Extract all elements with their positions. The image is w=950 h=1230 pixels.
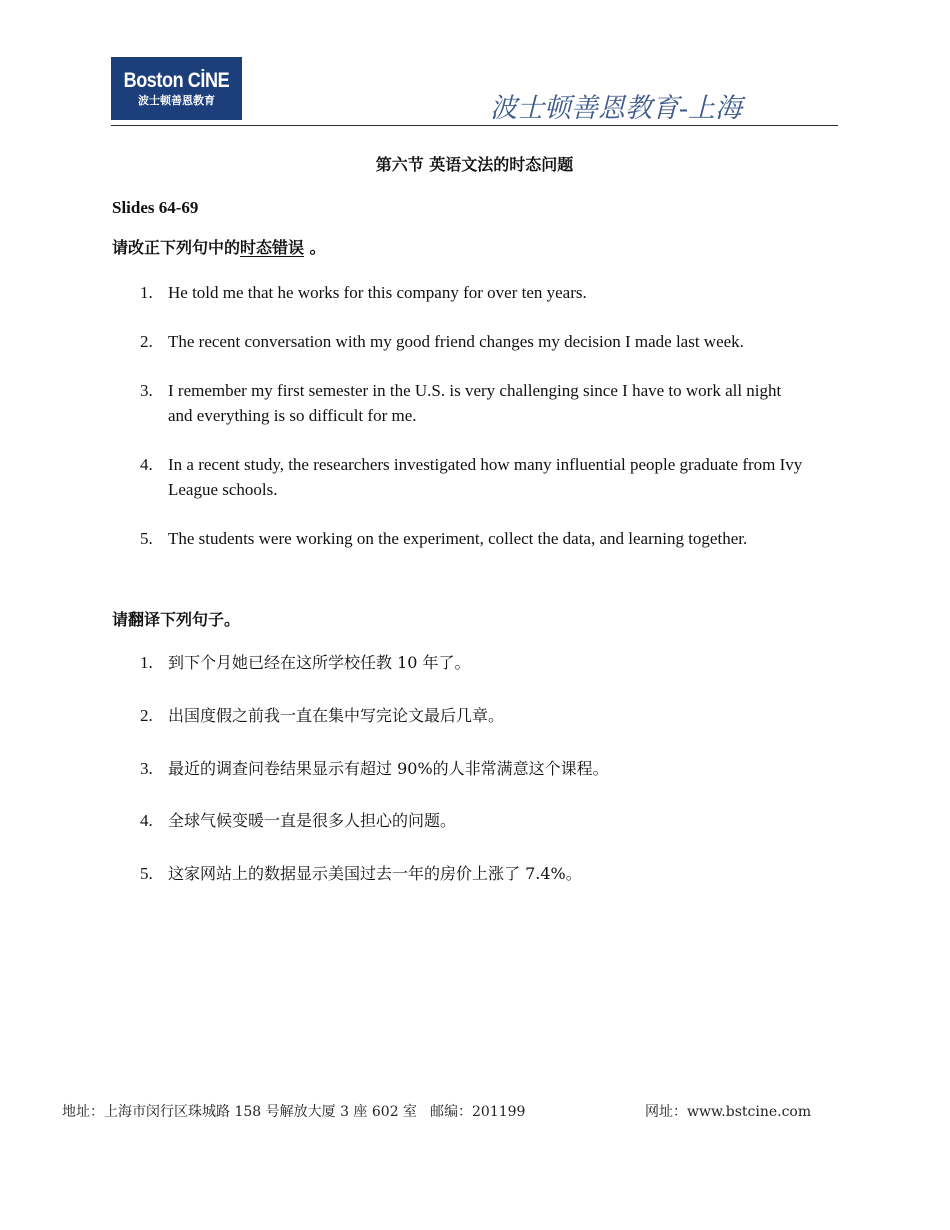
list-item	[140, 378, 840, 428]
header-divider	[111, 125, 838, 126]
item-text: The students were working on the experiment, collect the data, and learning together.	[168, 529, 748, 548]
footer-postcode: 邮编：201199	[430, 1104, 526, 1120]
exercise1-heading	[112, 237, 326, 259]
list-item	[140, 703, 840, 728]
item-text: I remember my first semester in the U.S. is very challenging since I have to work all night and everything is so difficult for me.	[168, 381, 782, 425]
item-number: 1.	[140, 653, 153, 672]
logo-subtitle: 波士顿善恩教育	[138, 94, 215, 107]
item-text: 最近的调查问卷结果显示有超过 90%的人非常满意这个课程。	[168, 759, 609, 778]
item-number: 4.	[140, 811, 153, 830]
item-number: 3.	[140, 381, 153, 400]
list-item	[140, 650, 840, 675]
footer-website: 网址：www.bstcine.com	[645, 1104, 812, 1120]
brand-logo	[111, 57, 242, 120]
item-number: 5.	[140, 529, 153, 548]
item-text: 这家网站上的数据显示美国过去一年的房价上涨了 7.4%。	[168, 864, 582, 883]
item-number: 2.	[140, 332, 153, 351]
item-text: He told me that he works for this company for over ten years.	[168, 283, 587, 302]
exercise2-heading: 请翻译下列句子。	[112, 610, 241, 629]
item-text: The recent conversation with my good friend changes my decision I made last week.	[168, 332, 744, 351]
heading-prefix: 请改正下列句中的	[112, 238, 241, 257]
section-title: 第六节 英语文法的时态问题	[375, 155, 574, 174]
item-text: 出国度假之前我一直在集中写完论文最后几章。	[168, 706, 505, 725]
list-item	[140, 808, 840, 833]
item-number: 4.	[140, 455, 153, 474]
heading-suffix: 。	[304, 238, 326, 257]
list-item	[140, 329, 840, 354]
list-item	[140, 861, 840, 886]
list-item	[140, 452, 840, 502]
footer-address: 地址：上海市闵行区珠城路 158 号解放大厦 3 座 602 室	[62, 1104, 418, 1120]
list-item	[140, 280, 840, 305]
slides-label: Slides 64-69	[112, 198, 199, 217]
item-number: 2.	[140, 706, 153, 725]
item-number: 3.	[140, 759, 153, 778]
org-title: 波士顿善恩教育-上海	[490, 93, 742, 123]
list-item	[140, 756, 840, 781]
list-item	[140, 526, 840, 551]
item-text: In a recent study, the researchers investigated how many influential people graduate from Ivy League schools.	[168, 455, 803, 499]
item-number: 1.	[140, 283, 153, 302]
item-text: 全球气候变暖一直是很多人担心的问题。	[168, 811, 457, 830]
logo-wordmark: Boston CİNE	[123, 69, 230, 92]
heading-emphasis: 时态错误	[240, 238, 305, 257]
item-number: 5.	[140, 864, 153, 883]
item-text: 到下个月她已经在这所学校任教 10 年了。	[168, 653, 471, 672]
